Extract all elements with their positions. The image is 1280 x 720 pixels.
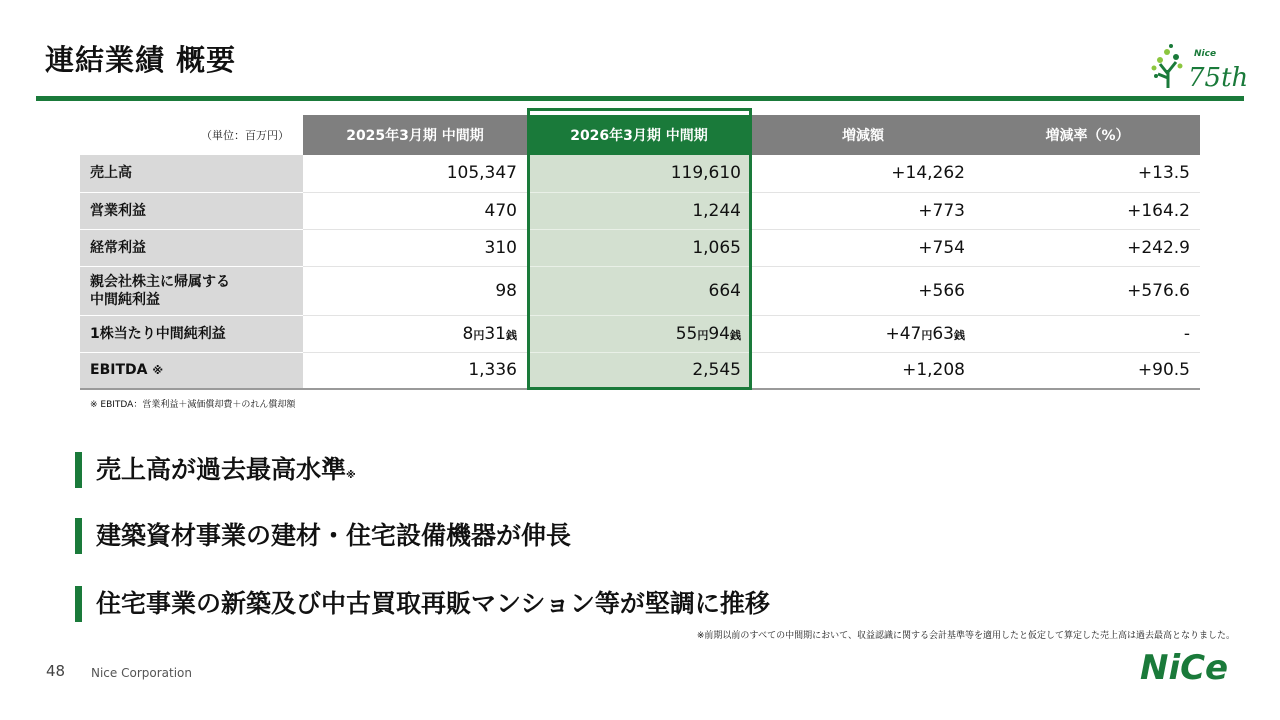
financial-summary-table bbox=[80, 115, 1200, 390]
table-row-net-sales bbox=[80, 155, 1200, 192]
table-row-operating-profit bbox=[80, 192, 1200, 229]
yen-unit: 円 bbox=[473, 328, 485, 342]
curr-value bbox=[527, 315, 751, 352]
key-point-text: 建築資材事業の建材・住宅設備機器が伸長 bbox=[96, 521, 572, 550]
page-number: 48 bbox=[46, 662, 66, 680]
yen-unit: 円 bbox=[697, 328, 709, 342]
row-label-text: EBITDA bbox=[90, 361, 148, 378]
row-label bbox=[80, 266, 303, 315]
unit-label: （単位：百万円） bbox=[80, 115, 303, 155]
nice-brand-logo bbox=[1138, 648, 1246, 684]
diff-value bbox=[751, 315, 975, 352]
row-label: 営業利益 bbox=[80, 192, 303, 229]
sen-amount: 31 bbox=[484, 323, 506, 344]
key-point-2 bbox=[75, 518, 571, 554]
sen-amount: 94 bbox=[708, 323, 730, 344]
rate-value: +90.5 bbox=[975, 352, 1200, 389]
table-row-eps bbox=[80, 315, 1200, 352]
prev-value: 470 bbox=[303, 192, 527, 229]
diff-value: +754 bbox=[751, 229, 975, 266]
key-point-3 bbox=[75, 586, 770, 622]
rate-value: - bbox=[975, 315, 1200, 352]
header-current-period: 2026年3月期 中間期 bbox=[527, 115, 751, 155]
row-label: 1株当たり中間純利益 bbox=[80, 315, 303, 352]
table-header-row bbox=[80, 115, 1200, 155]
prev-value: 310 bbox=[303, 229, 527, 266]
curr-value: 1,244 bbox=[527, 192, 751, 229]
record-sales-footnote: ※前期以前のすべての中間期において、収益認識に関する会計基準等を適用したと仮定して算定した売上高は過去最高となりました。 bbox=[696, 631, 1235, 641]
sen-unit: 銭 bbox=[730, 328, 741, 342]
title-divider bbox=[36, 96, 1244, 101]
row-label bbox=[80, 352, 303, 389]
brand-logo-text: NiCe bbox=[1140, 648, 1229, 684]
diff-value: +773 bbox=[751, 192, 975, 229]
key-point-text: 住宅事業の新築及び中古買取再販マンション等が堅調に推移 bbox=[96, 589, 770, 618]
logo-anniversary-text: 75th bbox=[1188, 63, 1249, 92]
curr-value: 664 bbox=[527, 266, 751, 315]
logo-brand-small: Nice bbox=[1194, 49, 1217, 59]
prev-value bbox=[303, 315, 527, 352]
row-label-line2: 中間純利益 bbox=[90, 291, 160, 308]
header-change-amount: 増減額 bbox=[751, 115, 975, 155]
corporation-name: Nice Corporation bbox=[91, 666, 192, 680]
table-row-net-income bbox=[80, 266, 1200, 315]
sen-unit: 銭 bbox=[506, 328, 517, 342]
rate-value: +13.5 bbox=[975, 155, 1200, 192]
table-row-ordinary-profit bbox=[80, 229, 1200, 266]
row-label: 経常利益 bbox=[80, 229, 303, 266]
note-mark: ※ bbox=[152, 363, 164, 377]
nice-75th-anniversary-logo bbox=[1150, 40, 1250, 92]
yen-amount: 55 bbox=[675, 323, 698, 344]
yen-amount: +47 bbox=[885, 323, 922, 344]
sen-unit: 銭 bbox=[954, 328, 965, 342]
rate-value: +164.2 bbox=[975, 192, 1200, 229]
sen-amount: 63 bbox=[932, 323, 954, 344]
curr-value: 2,545 bbox=[527, 352, 751, 389]
note-mark: ※ bbox=[346, 470, 356, 481]
row-label: 売上高 bbox=[80, 155, 303, 192]
key-point-text: 売上高が過去最高水準 bbox=[96, 455, 347, 484]
ebitda-note: ※ EBITDA：営業利益＋減価償却費＋のれん償却額 bbox=[90, 400, 296, 410]
row-label-line1: 親会社株主に帰属する bbox=[90, 273, 230, 290]
diff-value: +1,208 bbox=[751, 352, 975, 389]
prev-value: 105,347 bbox=[303, 155, 527, 192]
curr-value: 119,610 bbox=[527, 155, 751, 192]
page-title: 連結業績 概要 bbox=[45, 43, 237, 77]
tree-icon bbox=[1152, 44, 1183, 88]
prev-value: 98 bbox=[303, 266, 527, 315]
key-point-1 bbox=[75, 452, 356, 488]
rate-value: +576.6 bbox=[975, 266, 1200, 315]
header-change-rate: 増減率（%） bbox=[975, 115, 1200, 155]
prev-value: 1,336 bbox=[303, 352, 527, 389]
rate-value: +242.9 bbox=[975, 229, 1200, 266]
table-row-ebitda bbox=[80, 352, 1200, 389]
curr-value: 1,065 bbox=[527, 229, 751, 266]
yen-amount: 8 bbox=[462, 323, 474, 344]
yen-unit: 円 bbox=[921, 328, 933, 342]
header-prev-period: 2025年3月期 中間期 bbox=[303, 115, 527, 155]
diff-value: +14,262 bbox=[751, 155, 975, 192]
diff-value: +566 bbox=[751, 266, 975, 315]
